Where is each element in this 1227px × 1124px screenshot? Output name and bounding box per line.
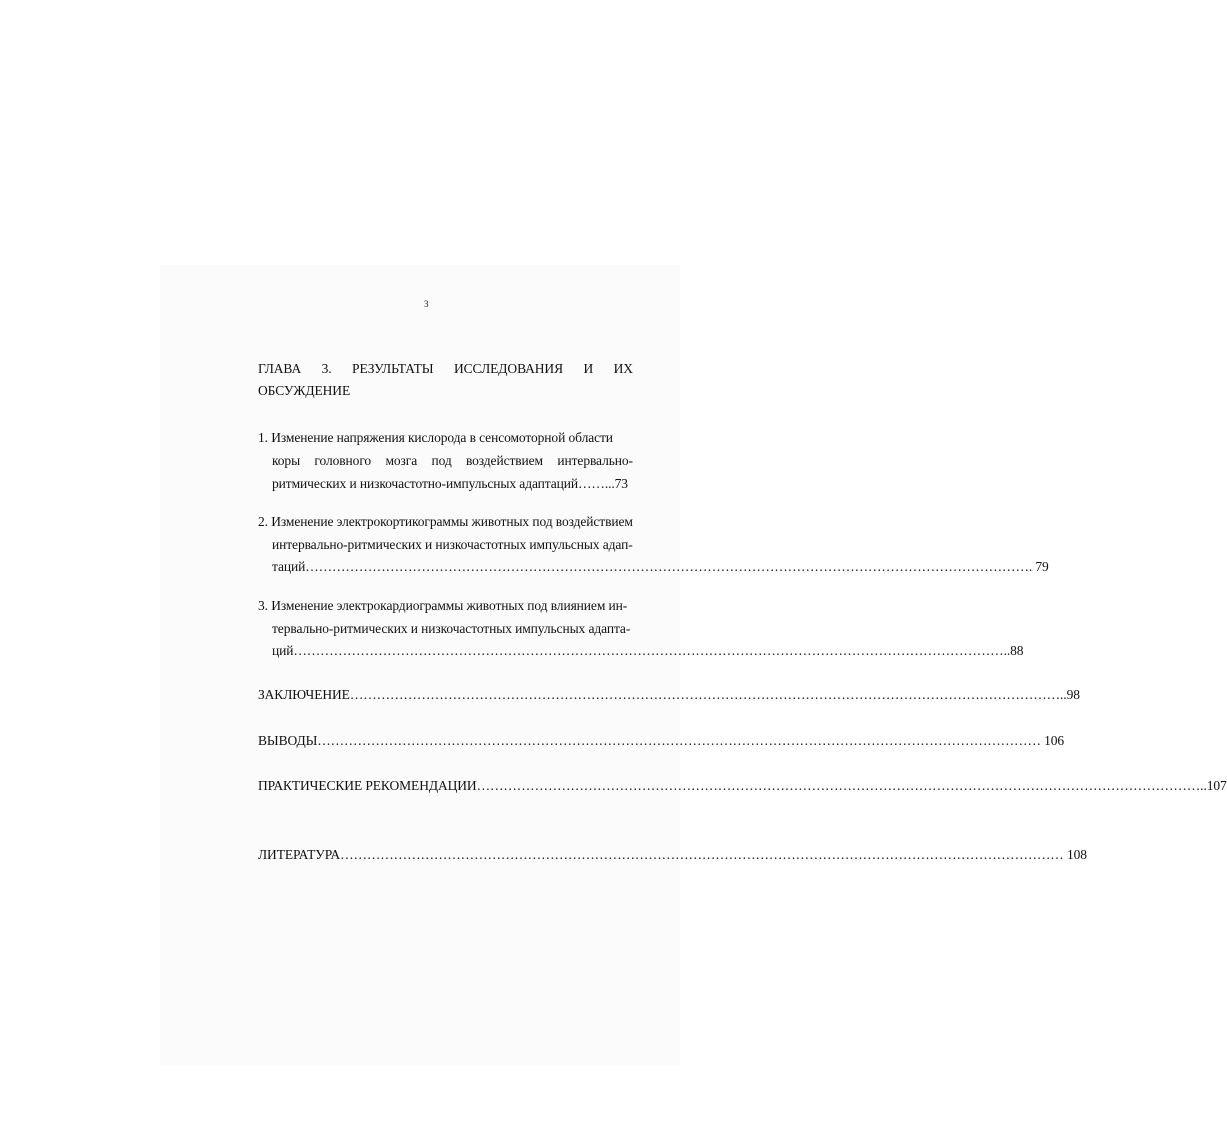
toc-entry-1-line-1: 1. Изменение напряжения кислорода в сенсомоторной области (258, 430, 613, 445)
entry-label: таций (272, 559, 306, 574)
entry-label: ций (272, 643, 294, 658)
entry-word: интервально- (557, 453, 633, 468)
entry-word: воздействием (465, 453, 544, 468)
chapter-heading-line-2: ОБСУЖДЕНИЕ (258, 383, 351, 398)
chapter-word: ГЛАВА (258, 361, 302, 376)
entry-word: головного (314, 453, 372, 468)
toc-section-literature (258, 844, 1087, 865)
toc-entry-3-line-2: тервально-ритмических и низкочастотных импульсных адапта- (272, 621, 631, 636)
page-ref: … 108 (1050, 847, 1087, 862)
chapter-word: 3. (321, 361, 332, 376)
toc-entry-3-line-1: 3. Изменение электрокардиограммы животных под влиянием ин- (258, 598, 628, 613)
chapter-heading-line-1 (258, 358, 633, 379)
dot-leader: …………………………………………………………………………………………………………………………………………… (305, 559, 1016, 574)
entry-word: под (431, 453, 452, 468)
section-title: ПРАКТИЧЕСКИЕ РЕКОМЕНДАЦИИ (258, 778, 477, 793)
toc-section-recommendations (258, 775, 1227, 796)
dot-leader: …………………………………………………………………………………………………………………………………………… (317, 733, 1028, 748)
section-title: ВЫВОДЫ (258, 733, 318, 748)
page-number: 3 (424, 299, 429, 309)
page-ref: …. 79 (1015, 559, 1049, 574)
toc-entry-2-line-1: 2. Изменение электрокортикограммы животных под воздействием (258, 514, 633, 529)
page-ref: …..107 (1186, 778, 1227, 793)
toc-section-conclusion (258, 684, 1080, 705)
dot-leader: …………………………………………………………………………………………………………………………………………… (340, 847, 1051, 862)
toc-entry-1-line-2 (272, 450, 633, 471)
entry-word: коры (272, 453, 301, 468)
section-title: ЗАКЛЮЧЕНИЕ (258, 687, 350, 702)
toc-entry-2-line-3 (272, 556, 1049, 577)
entry-word: мозга (385, 453, 418, 468)
page-ref: … 106 (1027, 733, 1065, 748)
chapter-word: ИХ (613, 361, 633, 376)
page-ref: ..88 (1003, 643, 1024, 658)
dot-leader: …………………………………………………………………………………………………………………………………………… (293, 643, 1004, 658)
toc-entry-2-line-2: интервально-ритмических и низкочастотных импульсных адап- (272, 537, 633, 552)
toc-section-findings (258, 730, 1065, 751)
scanned-page-area (160, 265, 680, 1065)
chapter-word: РЕЗУЛЬТАТЫ (352, 361, 434, 376)
dot-leader: …………………………………………………………………………………………………………………………………………… (476, 778, 1187, 793)
dot-leader: …………………………………………………………………………………………………………………………………………… (349, 687, 1061, 702)
toc-entry-3-line-3 (272, 640, 1024, 661)
section-title: ЛИТЕРАТУРА (258, 847, 341, 862)
chapter-word: ИССЛЕДОВАНИЯ (453, 361, 563, 376)
page-ref: ..98 (1060, 687, 1080, 702)
toc-entry-1-line-3: ритмических и низкочастотно-импульсных адаптаций……...73 (272, 476, 628, 491)
chapter-word: И (583, 361, 594, 376)
